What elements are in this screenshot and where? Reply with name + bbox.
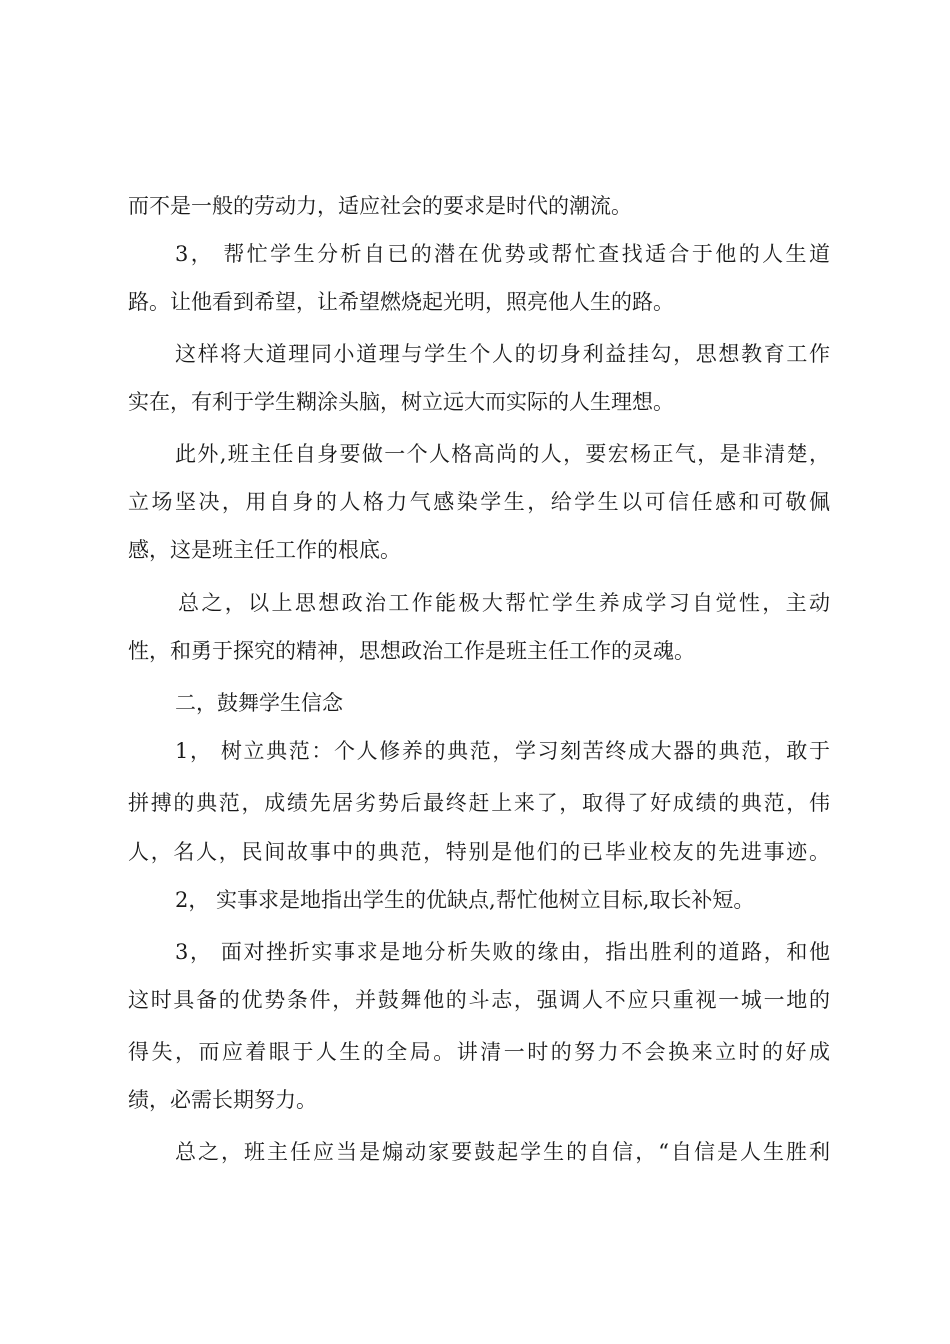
text-line-18: 得失，而应着眼于人生的全局。讲清一时的努力不会换来立时的好成 xyxy=(128,1040,830,1064)
text-line-17: 这时具备的优势条件，并鼓舞他的斗志，强调人不应只重视一城一地的 xyxy=(128,988,830,1012)
text-line-10: 性，和勇于探究的精神，思想政治工作是班主任工作的灵魂。 xyxy=(128,639,695,663)
text-line-12: 1， 树立典范：个人修养的典范，学习刻苦终成大器的典范，敢于 xyxy=(175,739,830,763)
text-line-1: 而不是一般的劳动力，适应社会的要求是时代的潮流。 xyxy=(128,194,632,218)
text-line-8: 感，这是班主任工作的根底。 xyxy=(128,538,401,562)
text-line-14: 人，名人，民间故事中的典范，特别是他们的已毕业校友的先进事迹。 xyxy=(128,840,830,864)
text-line-16: 3， 面对挫折实事求是地分析失败的缘由，指出胜利的道路，和他 xyxy=(175,940,830,964)
text-line-9: 总之，以上思想政治工作能极大帮忙学生养成学习自觉性，主动 xyxy=(178,591,830,615)
text-line-6: 此外,班主任自身要做一个人格高尚的人，要宏杨正气，是非清楚， xyxy=(175,442,830,466)
text-line-3: 路。让他看到希望，让希望燃烧起光明，照亮他人生的路。 xyxy=(128,290,674,314)
text-line-13: 拼搏的典范，成绩先居劣势后最终赶上来了，取得了好成绩的典范，伟 xyxy=(128,791,830,815)
text-line-7: 立场坚决，用自身的人格力气感染学生，给学生以可信任感和可敬佩 xyxy=(128,490,830,514)
text-line-5: 实在，有利于学生糊涂头脑，树立远大而实际的人生理想。 xyxy=(128,390,674,414)
section-heading: 二，鼓舞学生信念 xyxy=(175,691,343,715)
text-line-20: 总之，班主任应当是煽动家要鼓起学生的自信，“自信是人生胜利 xyxy=(175,1140,830,1164)
text-line-19: 绩，必需长期努力。 xyxy=(128,1088,317,1112)
text-line-2: 3， 帮忙学生分析自已的潜在优势或帮忙查找适合于他的人生道 xyxy=(175,242,830,266)
text-line-15: 2， 实事求是地指出学生的优缺点,帮忙他树立目标,取长补短。 xyxy=(175,888,755,912)
text-line-4: 这样将大道理同小道理与学生个人的切身利益挂勾，思想教育工作 xyxy=(175,342,830,366)
